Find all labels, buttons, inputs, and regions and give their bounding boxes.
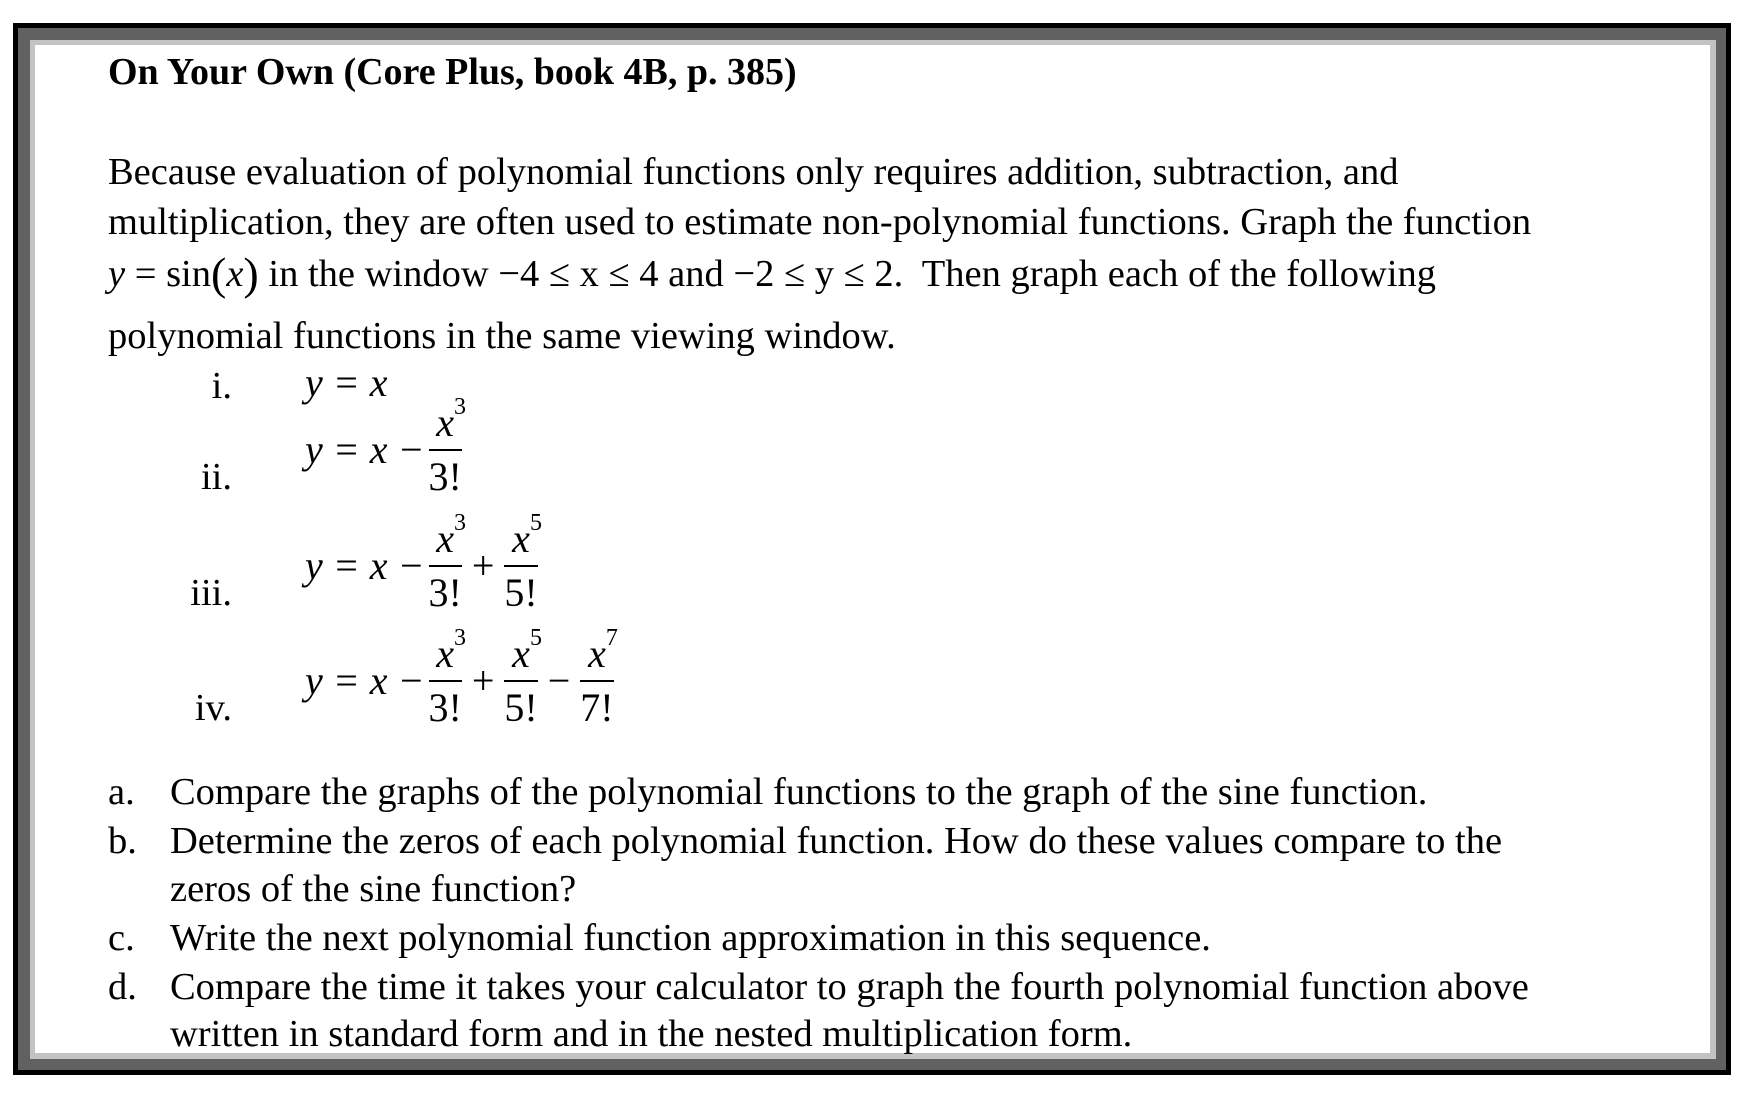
question-label-c: c.: [108, 917, 135, 959]
equation-lhs: y = x −: [305, 427, 425, 472]
fraction-denominator: 3!: [428, 570, 462, 615]
equation-text: y = x: [305, 360, 388, 405]
question-label-a: a.: [108, 771, 135, 813]
fraction-bar: [580, 680, 613, 682]
fraction-denominator: 3!: [428, 685, 462, 730]
fraction: [428, 510, 467, 615]
fraction: [580, 625, 618, 730]
page-title: On Your Own (Core Plus, book 4B, p. 385): [108, 51, 797, 93]
equation-label-ii: ii.: [200, 456, 232, 498]
operator: −: [547, 658, 571, 703]
equation-label-i: i.: [211, 365, 232, 407]
intro-line-1: Because evaluation of polynomial functions only requires addition, subtraction, and: [108, 151, 1399, 193]
fraction-bar: [504, 680, 537, 682]
fraction-numerator: x 3: [436, 510, 467, 561]
question-label-d: d.: [108, 966, 137, 1008]
math-equals: =: [134, 253, 157, 295]
equation-label-iii: iii.: [190, 572, 232, 614]
equation-lhs: y = x −: [305, 658, 425, 703]
equation-ii: [305, 394, 467, 499]
equation-i: [305, 360, 388, 405]
fraction-numerator: x 5: [512, 625, 542, 676]
question-c-line-1: Write the next polynomial function approximation in this sequence.: [170, 917, 1211, 959]
question-b-line-2: zeros of the sine function?: [170, 868, 577, 910]
document-page: [35, 45, 1710, 1053]
math-sin: sin: [166, 253, 211, 295]
question-d-line-2: written in standard form and in the nested multiplication form.: [170, 1013, 1133, 1055]
fraction-denominator: 3!: [428, 454, 462, 499]
math-y-window: −2 ≤ y ≤ 2: [733, 253, 894, 295]
intro-line-2: multiplication, they are often used to estimate non-polynomial functions. Graph the function: [108, 201, 1532, 243]
math-y: y: [108, 253, 126, 295]
equation-iv: [305, 625, 618, 730]
fraction-numerator: x 5: [512, 510, 542, 561]
math-x-window: −4 ≤ x ≤ 4: [498, 253, 659, 295]
question-a-line-1: Compare the graphs of the polynomial functions to the graph of the sine function.: [170, 771, 1428, 813]
fraction-denominator: 7!: [580, 685, 614, 730]
fraction: [504, 625, 542, 730]
equation-label-iv: iv.: [194, 687, 232, 729]
fraction-bar: [429, 449, 462, 451]
fraction-bar: [504, 565, 537, 567]
question-label-b: b.: [108, 820, 137, 862]
operator: +: [471, 658, 495, 703]
fraction: [428, 625, 467, 730]
math-open-paren: (: [211, 248, 227, 299]
intro-text-window: in the window: [258, 253, 499, 295]
intro-line-3: [108, 248, 1437, 299]
intro-line-4: polynomial functions in the same viewing window.: [108, 315, 896, 357]
question-d-line-1: Compare the time it takes your calculator to graph the fourth polynomial function above: [170, 966, 1529, 1008]
operator: +: [471, 543, 495, 588]
fraction-denominator: 5!: [504, 570, 538, 615]
fraction-numerator: x 3: [436, 625, 467, 676]
fraction: [504, 510, 542, 615]
fraction: [428, 394, 467, 499]
fraction-numerator: x 7: [588, 625, 618, 676]
fraction-bar: [429, 680, 462, 682]
equation-lhs: y = x −: [305, 543, 425, 588]
math-close-paren: ): [243, 248, 259, 299]
intro-text-and: and: [658, 253, 734, 295]
fraction-denominator: 5!: [504, 685, 538, 730]
math-x: x: [226, 253, 244, 295]
intro-text-then: . Then graph each of the following: [893, 253, 1437, 295]
fraction-bar: [429, 565, 462, 567]
question-b-line-1: Determine the zeros of each polynomial function. How do these values compare to the: [170, 820, 1503, 862]
fraction-numerator: x 3: [436, 394, 467, 445]
equation-iii: [305, 510, 542, 615]
